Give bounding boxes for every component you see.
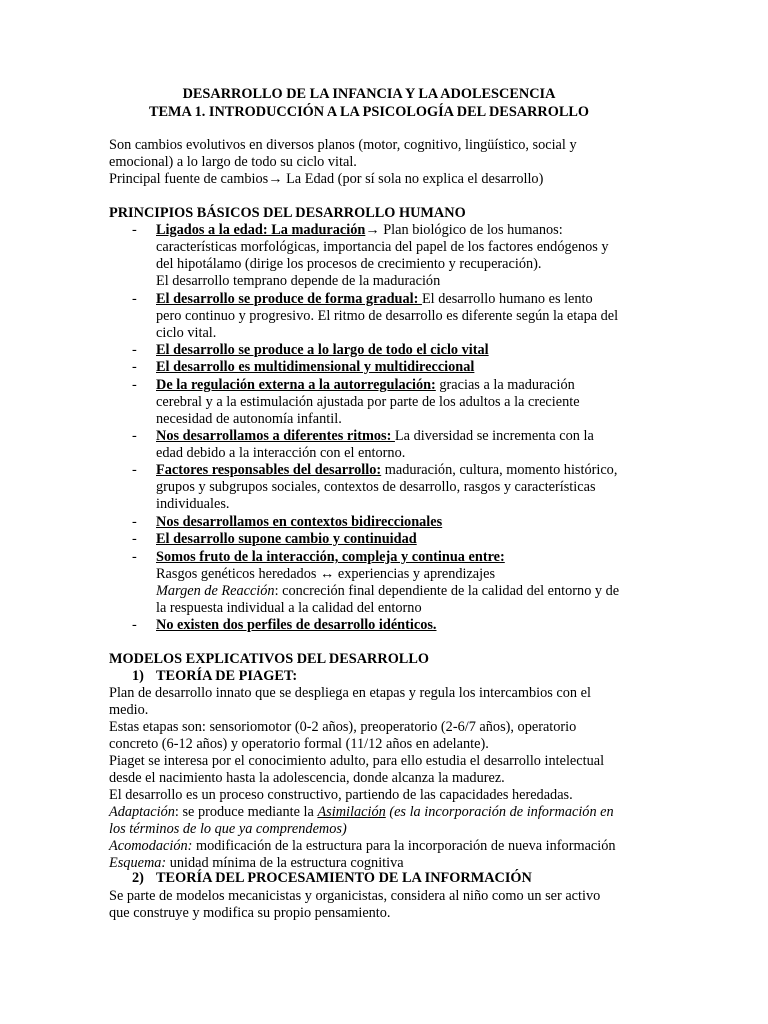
principle-5: De la regulación externa a la autorregulación: gracias a la maduración: [156, 377, 575, 393]
principles-heading: PRINCIPIOS BÁSICOS DEL DESARROLLO HUMANO: [109, 205, 466, 221]
list-bullet: -: [132, 617, 137, 633]
theory-1-line-6: desde el nacimiento hasta la adolescencia, donde alcanza la madurez.: [109, 770, 505, 786]
theory-1-line-8: Adaptación: se produce mediante la Asimilación (es la incorporación de información en: [109, 804, 614, 820]
list-bullet: -: [132, 222, 137, 238]
list-bullet: -: [132, 462, 137, 478]
list-bullet: -: [132, 291, 137, 307]
theory-2-title: TEORÍA DEL PROCESAMIENTO DE LA INFORMACIÓN: [156, 870, 532, 886]
list-bullet: -: [132, 342, 137, 358]
principle-10: Somos fruto de la interacción, compleja y continua entre:: [156, 549, 505, 565]
arrow-right-icon: →: [365, 222, 380, 238]
principle-6-line-2: edad debido a la interacción con el entorno.: [156, 445, 406, 461]
list-bullet: -: [132, 549, 137, 565]
theory-1-line-4: concreto (6-12 años) y operatorio formal (11/12 años en adelante).: [109, 736, 489, 752]
theory-1-line-3: Estas etapas son: sensoriomotor (0-2 años), preoperatorio (2-6/7 años), operatorio: [109, 719, 577, 735]
principle-10-line-3: Margen de Reacción: concreción final dependiente de la calidad del entorno y de: [156, 583, 620, 599]
theory-1-line-2: medio.: [109, 702, 149, 718]
principle-3: El desarrollo se produce a lo largo de todo el ciclo vital: [156, 342, 489, 358]
theory-1-line-11: Esquema: unidad mínima de la estructura cognitiva: [109, 855, 404, 871]
principle-5-line-3: necesidad de autonomía infantil.: [156, 411, 342, 427]
principle-6: Nos desarrollamos a diferentes ritmos: La diversidad se incrementa con la: [156, 428, 594, 444]
principle-8: Nos desarrollamos en contextos bidireccionales: [156, 514, 443, 530]
principle-2-line-2: pero continuo y progresivo. El ritmo de desarrollo es diferente según la etapa del: [156, 308, 619, 324]
document-title: DESARROLLO DE LA INFANCIA Y LA ADOLESCENCIA: [182, 86, 556, 102]
principle-5-line-2: cerebral y a la estimulación ajustada por parte de los adultos a la creciente: [156, 394, 580, 410]
list-bullet: -: [132, 359, 137, 375]
theory-2-number: 2): [132, 870, 144, 886]
principle-1-line-4: El desarrollo temprano depende de la maduración: [156, 273, 441, 289]
theory-1-line-5: Piaget se interesa por el conocimiento adulto, para ello estudia el desarrollo intelectual: [109, 753, 605, 769]
list-bullet: -: [132, 428, 137, 444]
principle-1-line-2: características morfológicas, importancia del papel de los factores endógenos y: [156, 239, 609, 255]
document-subtitle: TEMA 1. INTRODUCCIÓN A LA PSICOLOGÍA DEL DESARROLLO: [148, 104, 590, 120]
arrow-both-icon: ↔: [319, 566, 335, 582]
principle-1: Ligados a la edad: La maduración→ Plan biológico de los humanos:: [156, 222, 563, 238]
intro-line-2: emocional) a lo largo de todo su ciclo vital.: [109, 154, 357, 170]
theory-1-line-7: El desarrollo es un proceso constructivo, partiendo de las capacidades heredadas.: [109, 787, 573, 803]
theory-1-title: TEORÍA DE PIAGET:: [156, 668, 298, 684]
principle-7-line-2: grupos y subgrupos sociales, contextos de desarrollo, rasgos y características: [156, 479, 596, 495]
list-bullet: -: [132, 377, 137, 393]
intro-line-3: Principal fuente de cambios→ La Edad (por sí sola no explica el desarrollo): [109, 171, 544, 187]
theory-1-line-1: Plan de desarrollo innato que se despliega en etapas y regula los intercambios con el: [109, 685, 591, 701]
list-bullet: -: [132, 531, 137, 547]
principle-7: Factores responsables del desarrollo: maduración, cultura, momento histórico,: [156, 462, 618, 478]
principle-1-line-3: del hipotálamo (dirige los procesos de crecimiento y recuperación).: [156, 256, 542, 272]
theory-1-line-9: los términos de lo que ya comprendemos): [109, 821, 347, 837]
theory-1-number: 1): [132, 668, 144, 684]
models-heading: MODELOS EXPLICATIVOS DEL DESARROLLO: [109, 651, 430, 667]
principle-2: El desarrollo se produce de forma gradual: El desarrollo humano es lento: [156, 291, 593, 307]
theory-1-line-10: Acomodación: modificación de la estructura para la incorporación de nueva información: [109, 838, 616, 854]
principle-9: El desarrollo supone cambio y continuidad: [156, 531, 417, 547]
arrow-right-icon: →: [268, 171, 283, 187]
theory-2-line-1: Se parte de modelos mecanicistas y organicistas, considera al niño como un ser activo: [109, 888, 601, 904]
principle-4: El desarrollo es multidimensional y multidireccional: [156, 359, 475, 375]
theory-2-line-2: que construye y modifica su propio pensamiento.: [109, 905, 391, 921]
principle-10-line-2: Rasgos genéticos heredados ↔ experiencias y aprendizajes: [156, 566, 496, 582]
principle-10-line-4: la respuesta individual a la calidad del entorno: [156, 600, 422, 616]
list-bullet: -: [132, 514, 137, 530]
principle-11: No existen dos perfiles de desarrollo idénticos.: [156, 617, 437, 633]
principle-2-line-3: ciclo vital.: [156, 325, 217, 341]
principle-7-line-3: individuales.: [156, 496, 230, 512]
intro-line-1: Son cambios evolutivos en diversos planos (motor, cognitivo, lingüístico, social y: [109, 137, 577, 153]
